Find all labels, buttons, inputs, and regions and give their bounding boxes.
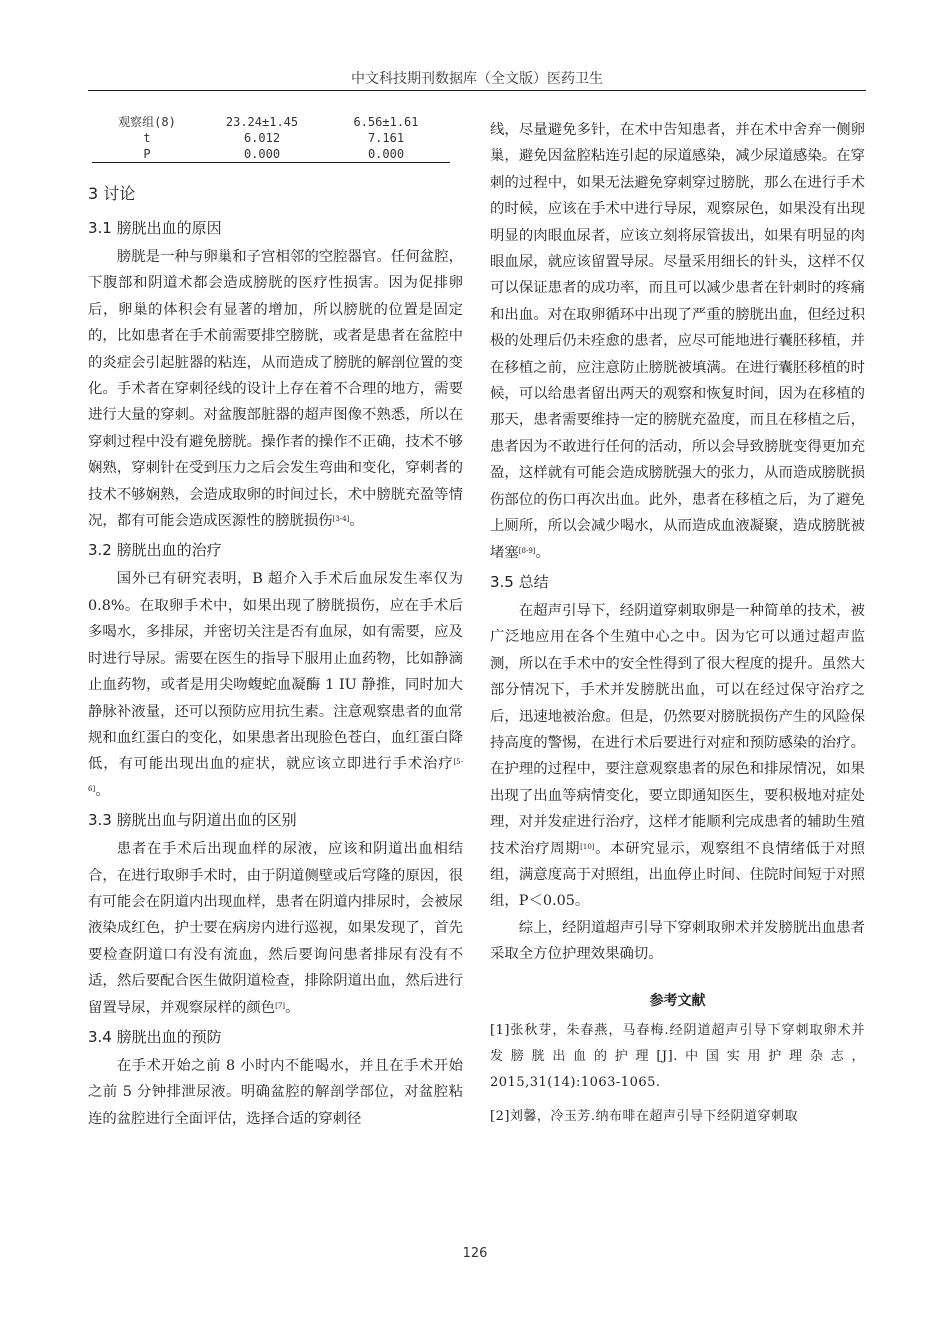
- header-rule: [88, 90, 866, 91]
- journal-header: 中文科技期刊数据库（全文版）医药卫生: [351, 71, 603, 87]
- citation: [8-9]: [518, 546, 536, 555]
- paragraph: 膀胱是一种与卵巢和子宫相邻的空腔器官。任何盆腔，下腹部和阴道术都会造成膀胱的医疗性损害。因为促排卵后，卵巢的体积会有显著的增加，所以膀胱的位置是固定的，比如患者在手术前需要排空膀胱，或者是患者在盆腔中的炎症会引起脏器的粘连，从而造成了膀胱的解剖位置的变化。手术者在穿刺径线的设计上存在着不合理的地方，需要进行大量的穿刺。对盆腹部脏器的超声图像不熟悉，所以在穿刺过程中没有避免膀胱。操作者的操作不正确，技术不够娴熟，穿刺针在受到压力之后会发生弯曲和变化，穿刺者的技术不够娴熟，会造成取卵的时间过长，术中膀胱充盈等情况，都有可能会造成医源性的膀胱损伤[3-4]。: [88, 249, 463, 530]
- subsection-heading: 3.1 膀胱出血的原因: [88, 219, 222, 237]
- table-cell: 6.56±1.61: [353, 115, 419, 129]
- table-cell: P: [143, 147, 151, 161]
- paragraph: 在超声引导下，经阴道穿刺取卵是一种简单的技术，被广泛地应用在各个生殖中心之中。因为它可以通过超声监测，所以在手术中的安全性得到了很大程度的提升。虽然大部分情况下，手术并发膀胱出血，可以在经过保守治疗之后，迅速地被治愈。但是，仍然要对膀胱损伤产生的风险保持高度的警惕，在进行术后要进行对症和预防感染的治疗。在护理的过程中，要注意观察患者的尿色和排尿情况，如果出现了出血等病情变化，要立即通知医生，要积极地对症处理，对并发症进行治疗，这样才能顺利完成患者的辅助生殖技术治疗周期[10]。本研究显示，观察组不良情绪低于对照组，满意度高于对照组，出血停止时间、住院时间短于对照组，P＜0.05。: [490, 602, 865, 910]
- references-heading: 参考文献: [649, 992, 706, 1009]
- paragraph-continued: 线，尽量避免多针，在术中告知患者，并在术中舍弃一侧卵巢，避免因盆腔粘连引起的尿道感染，减少尿道感染。在穿刺的过程中，如果无法避免穿刺穿过膀胱，那么在进行手术的时候，应该在手术中进行导尿，观察尿色，如果没有出现明显的肉眼血尿者，应该立刻将尿管拔出，如果有明显的肉眼血尿，就应该留置导尿。尽量采用细长的针头，这样不仅可以保证患者的成功率，而且可以减少患者在针刺时的疼痛和出血。对在取卵循环中出现了严重的膀胱出血，但经过积极的处理后仍未痊愈的患者，应尽可能地进行囊胚移植，并在移植之前，应注意防止膀胱被填满。在进行囊胚移植的时候，可以给患者留出两天的观察和恢复时间，因为在移植的那天，患者需要维持一定的膀胱充盈度，而且在移植之后，患者因为不敢进行任何的活动，所以会导致膀胱变得更加充盈，这样就有可能会造成膀胱强大的张力，从而造成膀胱损伤部位的伤口再次出血。此外，患者在移植之后，为了避免上厕所，所以会减少喝水，从而造成血液凝聚，造成膀胱被堵塞[8-9]。: [490, 122, 865, 561]
- citation: [10]: [580, 842, 595, 851]
- citation: [7]: [275, 1001, 286, 1010]
- subsection-heading: 3.4 膀胱出血的预防: [88, 1027, 222, 1046]
- table-row: [92, 146, 450, 162]
- table-row: [92, 114, 450, 130]
- table-cell: 观察组(8): [118, 115, 176, 129]
- table-row: [92, 130, 450, 146]
- paragraph: 患者在手术后出现血样的尿液，应该和阴道出血相结合，在进行取卵手术时，由于阴道侧壁或后穹隆的原因，很有可能会在阴道内出现血样，患者在阴道内排尿时，会被尿液染成红色，护士要在病房内进行巡视，如果发现了，首先要检查阴道口有没有流血，然后要询问患者排尿有没有不适，然后要配合医生做阴道检查，排除阴道出血，然后进行留置导尿，并观察尿样的颜色[7]。: [88, 841, 463, 1016]
- page-number: 126: [462, 1246, 488, 1261]
- subsection-heading: 3.3 膀胱出血与阴道出血的区别: [88, 811, 297, 830]
- paragraph: 在手术开始之前 8 小时内不能喝水，并且在手术开始之前 5 分钟排泄尿液。明确盆腔的解剖学部位，对盆腔粘连的盆腔进行全面评估，选择合适的穿刺径: [88, 1057, 463, 1127]
- results-table: [92, 114, 450, 162]
- table-bottom-rule: [92, 162, 450, 163]
- citation: [5-6]: [88, 758, 463, 793]
- table-cell: t: [143, 131, 151, 145]
- paragraph: 国外已有研究表明，B 超介入手术后血尿发生率仅为 0.8%。在取卵手术中，如果出现了膀胱损伤，应在手术后多喝水，多排尿，并密切关注是否有血尿，如有需要，应及时进行导尿。需要在医生的指导下服用止血药物，比如静滴止血药物，或者是用尖吻蝮蛇血凝酶 1 IU 静推，同时加大静脉补液量，还可以预防应用抗生素。注意观察患者的血常规和血红蛋白的变化，如果患者出现脸色苍白，血红蛋白降低，有可能出现出血的症状，就应该立即进行手术治疗[5-6]。: [88, 571, 463, 799]
- section-heading: 3 讨论: [88, 184, 136, 203]
- left-column: [88, 178, 463, 1132]
- right-column: [490, 117, 865, 1130]
- subsection-heading: 3.5 总结: [490, 572, 549, 591]
- subsection-heading: 3.2 膀胱出血的治疗: [88, 541, 222, 560]
- table-cell: 0.000: [367, 147, 405, 161]
- table-cell: 7.161: [367, 131, 405, 145]
- paragraph: 综上，经阴道超声引导下穿刺取卵术并发膀胱出血患者采取全方位护理效果确切。: [490, 919, 865, 963]
- reference-item: [2]刘馨，冷玉芳.纳布啡在超声引导下经阴道穿刺取: [490, 1109, 799, 1124]
- table-cell: 0.000: [243, 147, 281, 161]
- reference-item: [1]张秋芽，朱春燕，马春梅.经阴道超声引导下穿刺取卵术并发膀胱出血的护理[J].中国实用护理杂志，2015,31(14):1063-1065.: [490, 1023, 865, 1090]
- table-cell: 23.24±1.45: [225, 115, 299, 129]
- table-cell: 6.012: [243, 131, 281, 145]
- citation: [3-4]: [332, 515, 350, 524]
